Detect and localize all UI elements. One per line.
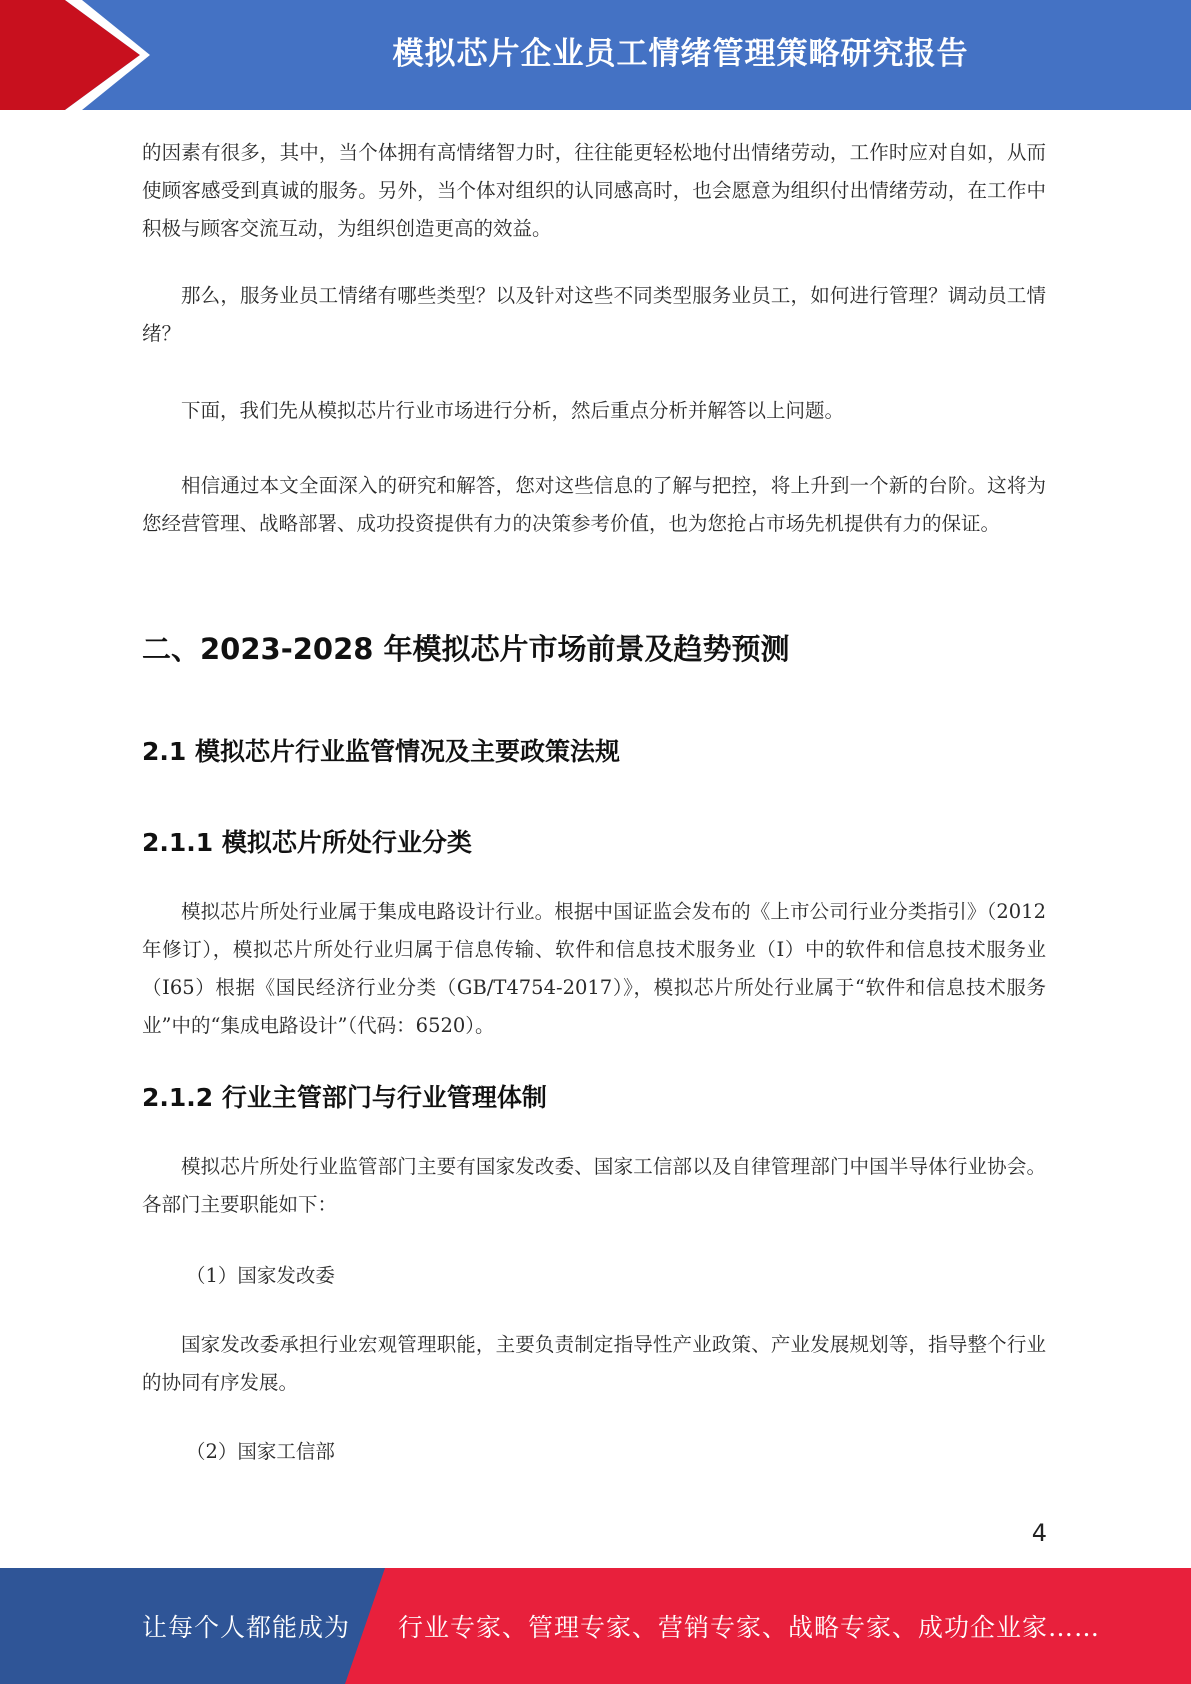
list-item-2: （2）国家工信部 — [186, 1440, 335, 1463]
subsubsection-heading-1: 2.1.1 模拟芯片所处行业分类 — [142, 828, 472, 857]
footer-slogan-right: 行业专家、管理专家、营销专家、战略专家、成功企业家…… — [398, 1613, 1101, 1642]
page-number: 4 — [1031, 1519, 1047, 1547]
page-footer — [0, 1568, 1191, 1684]
paragraph-3: 下面，我们先从模拟芯片行业市场进行分析，然后重点分析并解答以上问题。 — [181, 399, 845, 422]
section-heading: 二、2023-2028 年模拟芯片市场前景及趋势预测 — [142, 632, 790, 666]
paragraph-6: 模拟芯片所处行业监管部门主要有国家发改委、国家工信部以及自律管理部门中国半导体行业协会。各部门主要职能如下： — [142, 1155, 1046, 1216]
subsubsection-heading-2: 2.1.2 行业主管部门与行业管理体制 — [142, 1083, 547, 1112]
footer-slogan-left: 让每个人都能成为 — [142, 1613, 351, 1642]
page-header — [0, 0, 1191, 110]
list-item-1: （1）国家发改委 — [186, 1264, 335, 1287]
paragraph-1: 的因素有很多，其中，当个体拥有高情绪智力时，往往能更轻松地付出情绪劳动，工作时应对自如，从而使顾客感受到真诚的服务。另外，当个体对组织的认同感高时，也会愿意为组织付出情绪劳动，在工作中积极与顾客交流互动，为组织创造更高的效益。 — [142, 141, 1046, 240]
document-title: 模拟芯片企业员工情绪管理策略研究报告 — [392, 35, 969, 72]
paragraph-5: 模拟芯片所处行业属于集成电路设计行业。根据中国证监会发布的《上市公司行业分类指引》（2012 年修订），模拟芯片所处行业归属于信息传输、软件和信息技术服务业（I）中的软件和信息技术服务业（I65）根据《国民经济行业分类（GB/T4754-2017）》，模拟芯片所处行业属于“软件和信息技术服务业”中的“集成电路设计”（代码：6520）。 — [142, 900, 1046, 1037]
subsection-heading: 2.1 模拟芯片行业监管情况及主要政策法规 — [142, 737, 620, 766]
paragraph-4: 相信通过本文全面深入的研究和解答，您对这些信息的了解与把控，将上升到一个新的台阶。这将为您经营管理、战略部署、成功投资提供有力的决策参考价值，也为您抢占市场先机提供有力的保证。 — [142, 474, 1046, 535]
paragraph-2: 那么，服务业员工情绪有哪些类型？以及针对这些不同类型服务业员工，如何进行管理？调动员工情绪？ — [142, 284, 1046, 345]
paragraph-7: 国家发改委承担行业宏观管理职能，主要负责制定指导性产业政策、产业发展规划等，指导整个行业的协同有序发展。 — [142, 1333, 1046, 1394]
